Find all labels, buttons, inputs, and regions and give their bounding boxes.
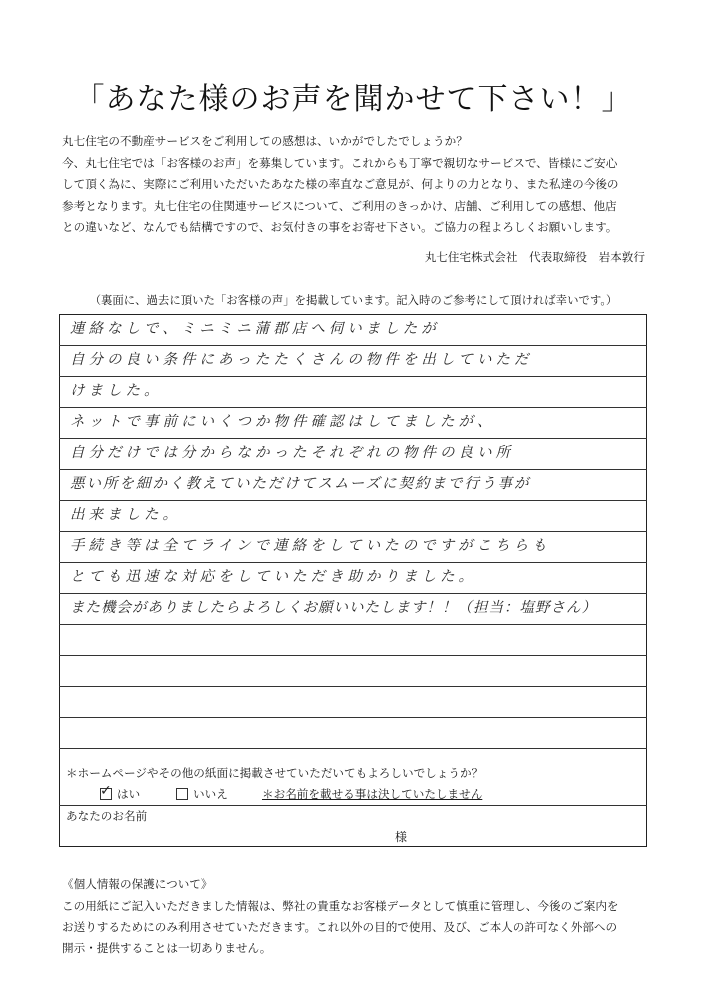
- yes-checkbox[interactable]: [100, 788, 112, 800]
- ruled-line: [59, 717, 647, 718]
- handwritten-comment-line: 自分だけでは分からなかったそれぞれの物件の良い所: [70, 445, 514, 461]
- name-privacy-promise: ＊お名前を載せる事は決していたしません: [262, 787, 483, 801]
- ruled-line: [59, 469, 647, 470]
- page-title: 「あなた様のお声を聞かせて下さい！」: [74, 82, 633, 117]
- intro-line: との違いなど、なんでも結構ですので、お気付きの事をお寄せ下さい。ご協力の程よろしくお願いします。: [62, 220, 618, 234]
- ruled-line: [59, 593, 647, 594]
- intro-line: 丸七住宅の不動産サービスをご利用しての感想は、いかがでしたでしょうか？: [62, 134, 468, 148]
- privacy-title: 《個人情報の保護について》: [62, 877, 213, 891]
- handwritten-comment-line: 手続き等は全てラインで連絡をしていたのですがこちらも: [70, 538, 551, 554]
- ruled-line: [59, 748, 647, 749]
- consent-question: ＊ホームページやその他の紙面に掲載させていただいてもよろしいでしょうか？: [66, 766, 484, 780]
- no-checkbox[interactable]: [176, 788, 188, 800]
- intro-text: [62, 131, 662, 239]
- consent-yes-option[interactable]: [100, 786, 140, 802]
- intro-line: 参考となります。丸七住宅の住関連サービスについて、ご利用のきっかけ、店舗、ご利用しての感想、他店: [62, 198, 617, 213]
- company-signature: 丸七住宅株式会社 代表取締役 岩本敦行: [424, 250, 645, 264]
- ruled-line: [59, 805, 647, 806]
- privacy-line: この用紙にご記入いただきました情報は、弊社の貴重なお客様データとして慎重に管理し、今後のご案内を: [62, 899, 619, 913]
- privacy-line: お送りするためにのみ利用させていただきます。これ以外の目的で使用、及び、ご本人の許可なく外部への: [62, 920, 618, 934]
- consent-no-option[interactable]: [176, 786, 228, 802]
- ruled-line: [59, 438, 647, 439]
- ruled-line: [59, 562, 647, 563]
- ruled-line: [59, 376, 647, 377]
- intro-line: して頂く為に、実際にご利用いただいたあなた様の率直なご意見が、何よりの力となり、また私達の今後の: [62, 177, 619, 191]
- handwritten-comment-line: 悪い所を細かく教えていただけてスムーズに契約まで行う事が: [70, 476, 531, 492]
- no-label: いいえ: [193, 787, 228, 801]
- handwritten-comment-line: ネットで事前にいくつか物件確認はしてましたが、: [70, 414, 496, 430]
- yes-label: はい: [117, 787, 141, 801]
- intro-line: 今、丸七住宅では「お客様のお声」を募集しています。これからも丁寧で親切なサービスで、皆様にご安心: [62, 155, 618, 170]
- ruled-line: [59, 655, 647, 656]
- ruled-line: [59, 407, 647, 408]
- name-field-label: あなたのお名前: [66, 809, 148, 823]
- privacy-text: [62, 896, 662, 959]
- handwritten-comment-line: けました。: [70, 383, 163, 399]
- ruled-line: [59, 500, 647, 501]
- handwritten-comment-line: 出来ました。: [70, 507, 181, 523]
- privacy-line: 開示・提供することは一切ありません。: [62, 941, 272, 955]
- ruled-line: [59, 624, 647, 625]
- ruled-line: [59, 345, 647, 346]
- ruled-line: [59, 531, 647, 532]
- handwritten-comment-line: また機会がありましたらよろしくお願いいたします！！（担当：塩野さん）: [70, 600, 597, 616]
- ruled-line: [59, 686, 647, 687]
- honorific-sama: 様: [395, 830, 408, 844]
- handwritten-comment-line: 自分の良い条件にあったたくさんの物件を出していただ: [70, 352, 533, 368]
- handwritten-comment-line: とても迅速な対応をしていただき助かりました。: [70, 569, 477, 585]
- handwritten-comment-line: 連絡なしで、ミニミニ蒲郡店へ伺いましたが: [70, 321, 440, 337]
- reference-note: （裏面に、過去に頂いた「お客様の声」を掲載しています。記入時のご参考にして頂ければ幸いです。）: [89, 293, 618, 307]
